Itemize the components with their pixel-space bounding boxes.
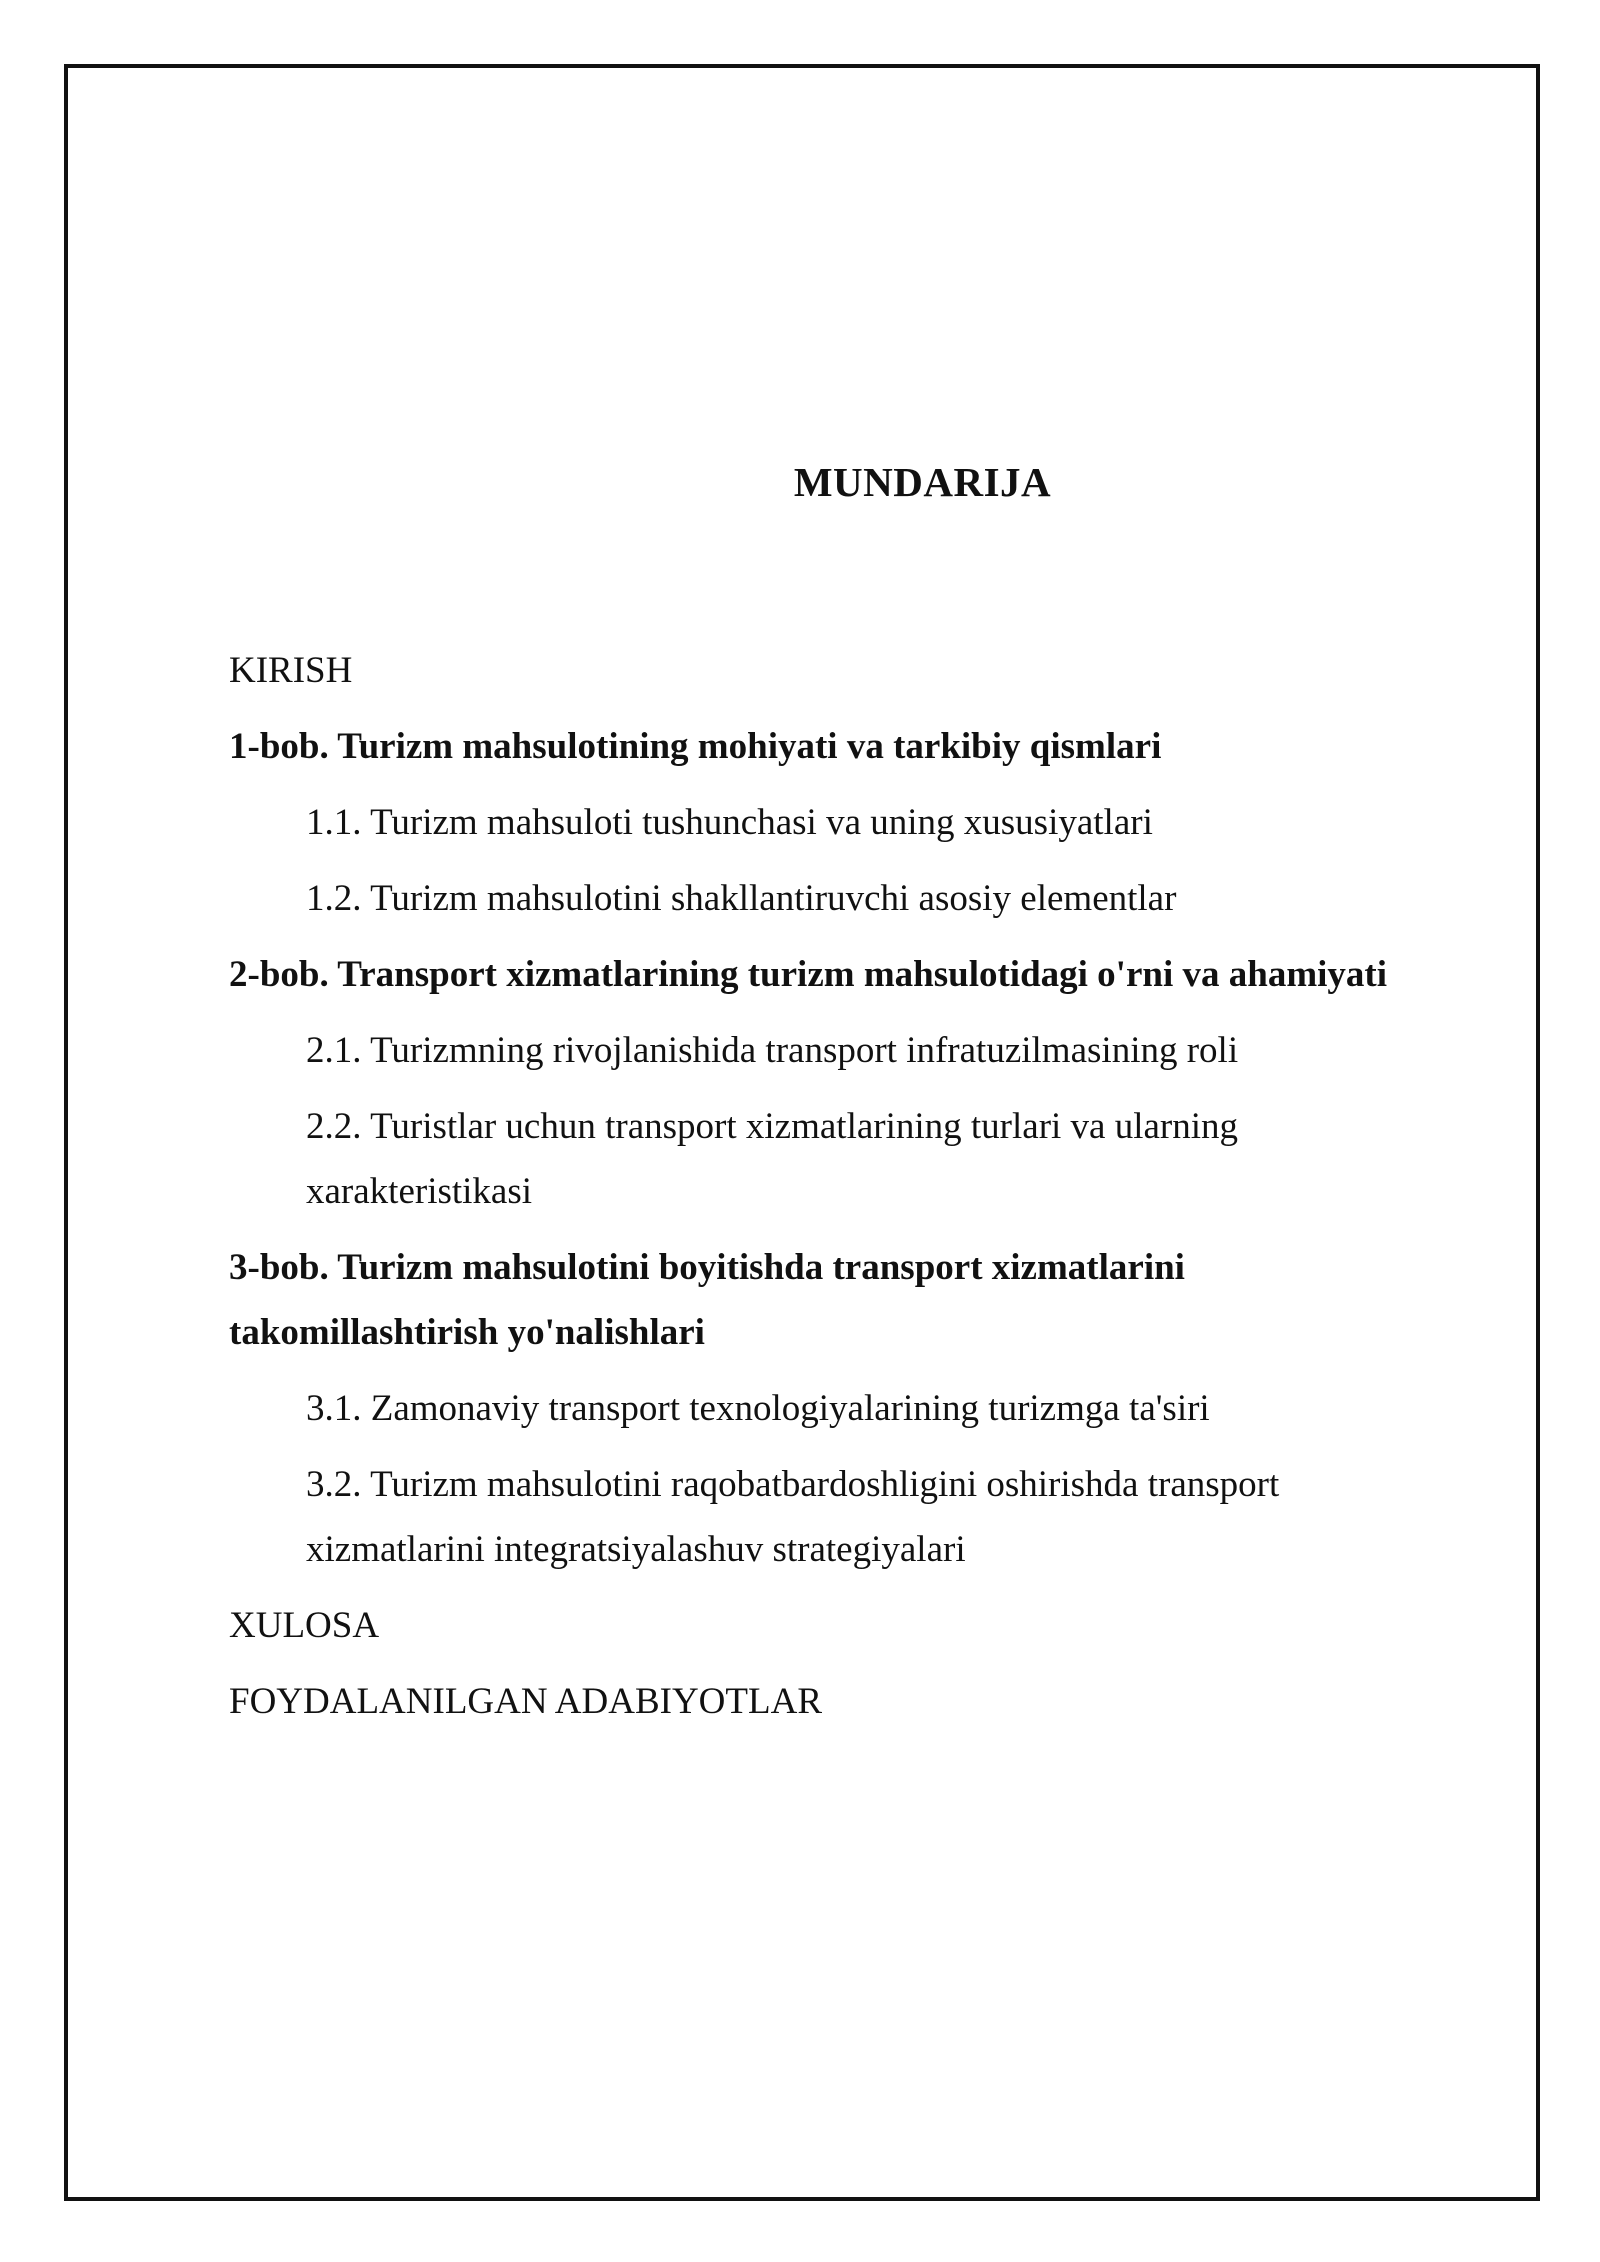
toc-chapter-1: 1-bob. Turizm mahsulotining mohiyati va tarkibiy qismlari xyxy=(229,726,1162,767)
toc-section-1-1: 1.1. Turizm mahsuloti tushunchasi va uning xususiyatlari xyxy=(306,802,1153,843)
toc-item-adabiyotlar: FOYDALANILGAN ADABIYOTLAR xyxy=(229,1681,822,1722)
page-title: MUNDARIJA xyxy=(793,459,1052,505)
toc-section-1-2: 1.2. Turizm mahsulotini shakllantiruvchi asosiy elementlar xyxy=(306,878,1177,919)
toc-section-2-2: 2.2. Turistlar uchun transport xizmatlarining turlari va ularning xarakteristikasi xyxy=(306,1106,1239,1212)
toc-section-3-2: 3.2. Turizm mahsulotini raqobatbardoshligini oshirishda transport xizmatlarini integratsiyalashuv strategiyalari xyxy=(306,1464,1280,1570)
toc-item-kirish: KIRISH xyxy=(229,650,353,691)
toc-chapter-2: 2-bob. Transport xizmatlarining turizm mahsulotidagi o'rni va ahamiyati xyxy=(229,954,1388,995)
table-of-contents xyxy=(229,638,1459,1745)
toc-section-3-1: 3.1. Zamonaviy transport texnologiyalarining turizmga ta'siri xyxy=(306,1388,1210,1429)
toc-item-xulosa: XULOSA xyxy=(229,1605,380,1646)
toc-section-2-1: 2.1. Turizmning rivojlanishida transport infratuzilmasining roli xyxy=(306,1030,1239,1071)
toc-chapter-3: 3-bob. Turizm mahsulotini boyitishda transport xizmatlarini takomillashtirish yo'nalishlari xyxy=(229,1247,1185,1353)
